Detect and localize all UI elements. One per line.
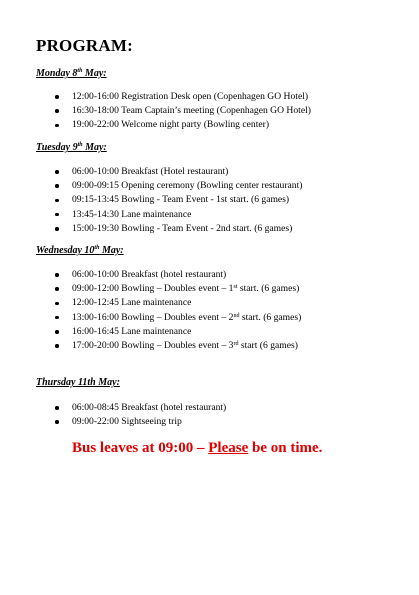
- day-heading-ordinal: th: [77, 68, 83, 74]
- item-text: 06:00-08:45 Breakfast (hotel restaurant): [72, 402, 227, 413]
- day-heading-ordinal: th: [94, 245, 100, 251]
- day-heading-text: Thursday 11th May:: [36, 377, 120, 388]
- item-text-suffix: start (6 games): [238, 339, 298, 351]
- list-item: [0, 415, 226, 429]
- item-text-suffix: start. (6 games): [237, 283, 300, 295]
- list-item: [0, 401, 226, 415]
- list-item: [0, 268, 301, 282]
- day-heading-text: Tuesday 9: [36, 142, 78, 153]
- bullet-icon: [55, 170, 59, 174]
- notice-text-suffix: be on time.: [248, 440, 323, 456]
- list-item: [0, 179, 302, 193]
- item-ordinal: rd: [233, 340, 239, 347]
- list-item: [0, 90, 311, 104]
- list-item: [0, 282, 301, 296]
- bullet-icon: [55, 213, 59, 217]
- bullet-icon: [55, 273, 59, 277]
- item-text: 17:00-20:00 Bowling – Doubles event – 3: [72, 339, 234, 351]
- day-heading-wednesday: [36, 245, 124, 256]
- list-item: [0, 118, 311, 132]
- day-heading-thursday: [36, 377, 120, 388]
- notice-text: Bus leaves at 09:00 –: [72, 440, 209, 456]
- day-heading-text: Wednesday 10: [36, 245, 95, 256]
- day-heading-ordinal: th: [77, 142, 83, 148]
- bullet-icon: [55, 406, 59, 410]
- item-text: 13:00-16:00 Bowling – Doubles event – 2: [72, 311, 234, 323]
- bullet-icon: [55, 199, 59, 203]
- tuesday-schedule-list: [0, 165, 302, 236]
- list-item: [0, 165, 302, 179]
- item-text: 06:00-10:00 Breakfast (hotel restaurant): [72, 269, 227, 280]
- bullet-icon: [55, 95, 59, 99]
- item-text: 12:00-12:45 Lane maintenance: [72, 297, 192, 309]
- list-item: [0, 193, 302, 207]
- item-text: 16:30-18:00 Team Captain’s meeting (Copenhagen GO Hotel): [72, 105, 311, 117]
- list-item: [0, 311, 301, 325]
- item-ordinal: st: [233, 284, 238, 291]
- list-item: [0, 222, 302, 236]
- day-heading-suffix: May:: [82, 142, 107, 153]
- bullet-icon: [55, 344, 59, 348]
- bullet-icon: [55, 316, 59, 320]
- item-text: 09:00-22:00 Sightseeing trip: [72, 416, 182, 428]
- item-text: 09:00-09:15 Opening ceremony (Bowling center restaurant): [72, 180, 303, 192]
- day-heading-suffix: May:: [99, 245, 124, 256]
- wednesday-schedule-list: [0, 268, 301, 353]
- item-text: 13:45-14:30 Lane maintenance: [72, 208, 192, 220]
- bullet-icon: [55, 330, 59, 334]
- bullet-icon: [55, 287, 59, 291]
- notice-emphasis: Please: [208, 440, 249, 456]
- monday-schedule-list: [0, 90, 311, 133]
- bullet-icon: [55, 420, 59, 424]
- list-item: [0, 339, 301, 353]
- day-heading-text: Monday 8: [36, 68, 78, 79]
- bullet-icon: [55, 184, 59, 188]
- day-heading-tuesday: [36, 142, 107, 153]
- item-text: 12:00-16:00 Registration Desk open (Copenhagen GO Hotel): [72, 91, 309, 102]
- item-text-suffix: start. (6 games): [239, 311, 302, 323]
- item-ordinal: nd: [233, 312, 240, 319]
- list-item: [0, 208, 302, 222]
- bullet-icon: [55, 109, 59, 113]
- list-item: [0, 296, 301, 310]
- list-item: [0, 104, 311, 118]
- item-text: 16:00-16:45 Lane maintenance: [72, 325, 192, 337]
- item-text: 09:00-12:00 Bowling – Doubles event – 1: [72, 283, 234, 295]
- item-text: 09:15-13:45 Bowling - Team Event - 1st start. (6 games): [72, 194, 290, 206]
- item-text: 15:00-19:30 Bowling - Team Event - 2nd start. (6 games): [72, 222, 293, 234]
- day-heading-suffix: May:: [82, 68, 107, 79]
- bus-notice: [72, 440, 322, 457]
- page-title: PROGRAM:: [36, 36, 133, 55]
- item-text: 06:00-10:00 Breakfast (Hotel restaurant): [72, 166, 229, 177]
- bullet-icon: [55, 302, 59, 306]
- day-heading-monday: [36, 68, 107, 79]
- bullet-icon: [55, 227, 59, 231]
- list-item: [0, 325, 301, 339]
- item-text: 19:00-22:00 Welcome night party (Bowling center): [72, 119, 270, 131]
- bullet-icon: [55, 124, 59, 128]
- thursday-schedule-list: [0, 401, 226, 429]
